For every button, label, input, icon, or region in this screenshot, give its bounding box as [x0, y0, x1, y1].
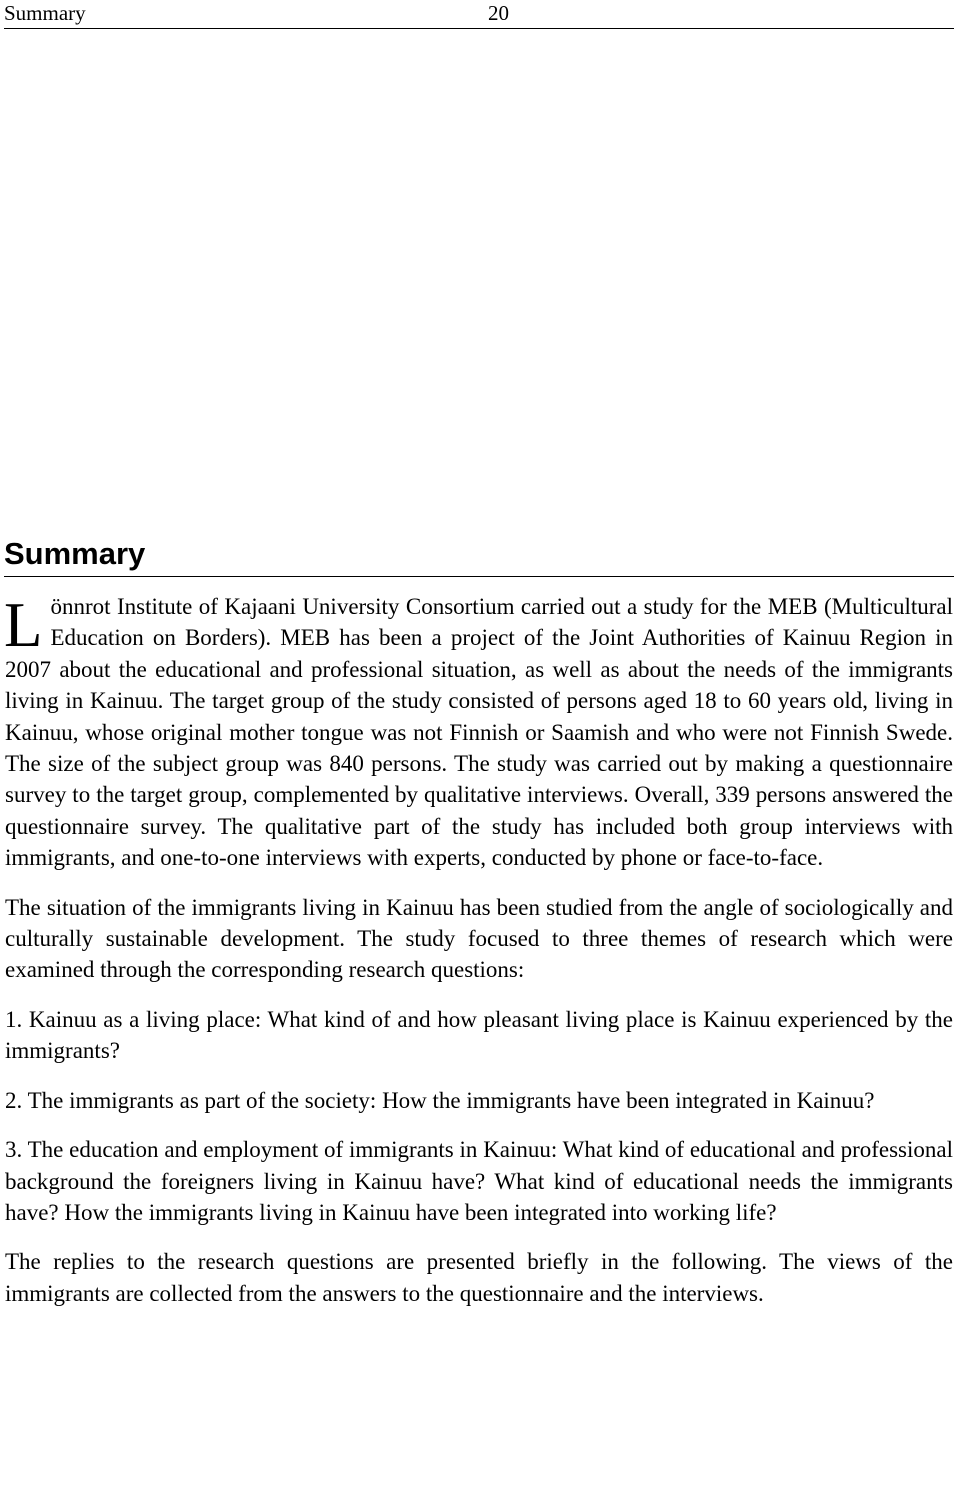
page-number: 20	[488, 1, 509, 25]
closing-paragraph: The replies to the research questions are presented briefly in the following. The views of the immigrants are collected from the answers to the questionnaire and the interviews.	[5, 1249, 953, 1306]
intro-paragraph-text: önnrot Institute of Kajaani University Consortium carried out a study for the MEB (Multicultural Education on Borders). MEB has been a project of the Joint Authorities of Kainuu Region in 2007 about the educational and professional situation, as well as about the needs of the immigrants living in Kainuu. The target group of the study consisted of persons aged 18 to 60 years old, living in Kainuu, whose original mother tongue was not Finnish or Saamish and who were not Finnish Swede. The size of the subject group was 840 persons. The study was carried out by making a questionnaire survey to the target group, complemented by qualitative interviews. Overall, 339 persons answered the questionnaire survey. The qualitative part of the study has included both group interviews with immigrants, and one-to-one interviews with experts, conducted by phone or face-to-face.	[5, 594, 953, 871]
running-header	[4, 0, 954, 29]
section-title: Summary	[4, 532, 954, 577]
research-question-1: 1. Kainuu as a living place: What kind of and how pleasant living place is Kainuu experienced by the immigrants?	[5, 1006, 953, 1064]
themes-paragraph: The situation of the immigrants living in Kainuu has been studied from the angle of sociologically and culturally sustainable development. The study focused to three themes of research which were examined through the corresponding research questions:	[5, 894, 953, 983]
drop-cap: L	[4, 590, 43, 660]
body-text	[5, 591, 953, 1327]
intro-paragraph	[5, 591, 953, 874]
research-question-3: 3. The education and employment of immigrants in Kainuu: What kind of educational and professional background the foreigners living in Kainuu have? What kind of educational needs the immigrants have? How the immigrants living in Kainuu have been integrated into working life?	[5, 1137, 953, 1225]
header-title: Summary	[4, 1, 86, 25]
research-question-2: 2. The immigrants as part of the society: How the immigrants have been integrated in Kainuu?	[5, 1087, 875, 1113]
